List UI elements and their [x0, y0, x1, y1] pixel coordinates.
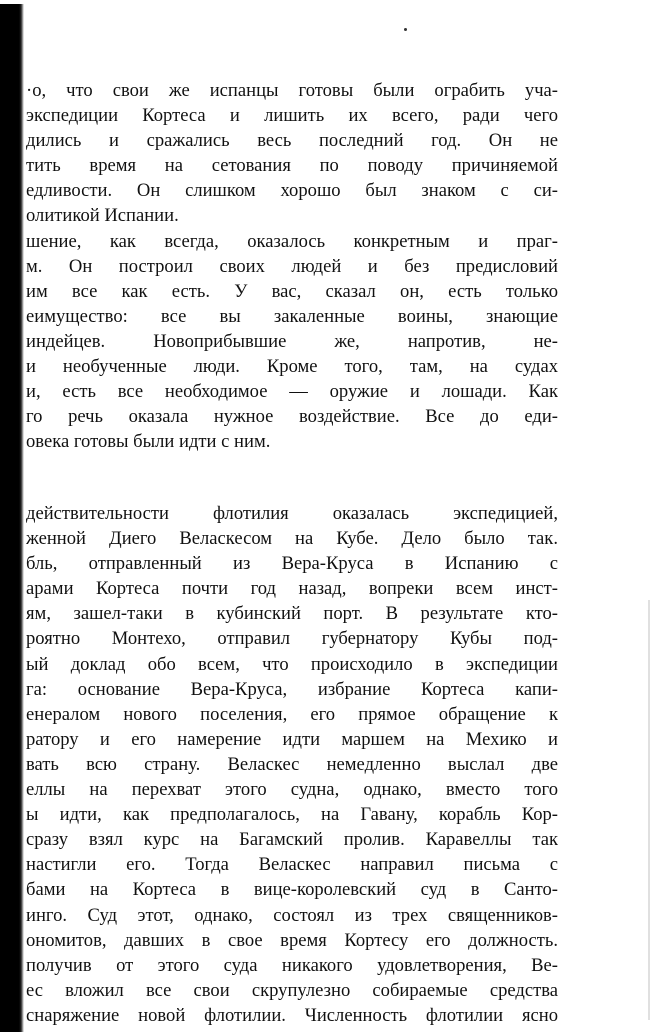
text-line: еллы на перехват этого судна, однако, вместо того — [26, 779, 558, 801]
text-line: го речь оказала нужное воздействие. Все до еди- — [26, 406, 558, 428]
text-line: настигли его. Тогда Веласкес направил письма с — [26, 854, 558, 876]
text-line: снаряжение новой флотилии. Численность флотилии ясно — [26, 1004, 558, 1026]
text-line: действительности флотилия оказалась экспедицией, — [26, 503, 558, 524]
scan-speck — [404, 28, 407, 31]
text-line: ·о, что свои же испанцы готовы были ограбить уча- — [26, 80, 558, 101]
text-line: роятно Монтехо, отправил губернатору Кубы под- — [26, 628, 558, 650]
page-edge-shadow — [648, 600, 650, 1020]
text-line: ес вложил все свои скрупулезно собираемые средства — [26, 979, 558, 1001]
text-line: инго. Суд этот, однако, состоял из трех священников- — [26, 904, 558, 926]
text-line: ратору и его намерение идти маршем на Мехико и — [26, 728, 558, 750]
text-line: и, есть все необходимое — оружие и лошади. Как — [26, 381, 558, 403]
text-line: женной Диего Веласкесом на Кубе. Дело было так. — [26, 528, 558, 550]
text-line: получив от этого суда никакого удовлетворения, Ве- — [26, 954, 558, 976]
text-line: ый доклад обо всем, что происходило в экспедиции — [26, 653, 558, 675]
text-line: ы идти, как предполагалось, на Гавану, корабль Кор- — [26, 804, 558, 826]
text-line: вать всю страну. Веласкес немедленно выслал две — [26, 753, 558, 775]
text-line: и необученные люди. Кроме того, там, на судах — [26, 356, 558, 378]
text-line: тить время на сетования по поводу причиняемой — [26, 155, 558, 177]
text-line: бль, отправленный из Вера-Круса в Испанию с — [26, 553, 558, 575]
text-line: индейцев. Новоприбывшие же, напротив, не- — [26, 330, 558, 352]
text-line: ям, зашел-таки в кубинский порт. В результате кто- — [26, 603, 558, 625]
text-block-top — [26, 78, 558, 454]
text-line: сразу взял курс на Багамский пролив. Каравеллы так — [26, 829, 558, 851]
book-binding-shadow — [0, 4, 24, 1032]
text-line: овека готовы были идти с ним. — [26, 431, 271, 453]
text-line: арами Кортеса почти год назад, вопреки всем инст- — [26, 578, 558, 600]
text-line: едливости. Он слишком хорошо был знаком с си- — [26, 180, 558, 202]
text-line: олитикой Испании. — [26, 205, 179, 227]
text-line: еимущество: все вы закаленные воины, знающие — [26, 305, 558, 327]
text-line: енералом нового поселения, его прямое обращение к — [26, 703, 558, 725]
text-line: ономитов, давших в свое время Кортесу его должность. — [26, 929, 558, 951]
text-line: экспедиции Кортеса и лишить их всего, ради чего — [26, 105, 558, 127]
text-line: га: основание Вера-Круса, избрание Кортеса капи- — [26, 678, 558, 700]
text-line: им все как есть. У вас, сказал он, есть только — [26, 280, 558, 302]
text-line: шение, как всегда, оказалось конкретным и праг- — [26, 230, 558, 252]
text-line: м. Он построил своих людей и без предисловий — [26, 255, 558, 277]
text-line: бами на Кортеса в вице-королевский суд в Санто- — [26, 879, 558, 901]
text-line: дились и сражались весь последний год. Он не — [26, 130, 558, 152]
text-block-bottom — [26, 501, 558, 1028]
